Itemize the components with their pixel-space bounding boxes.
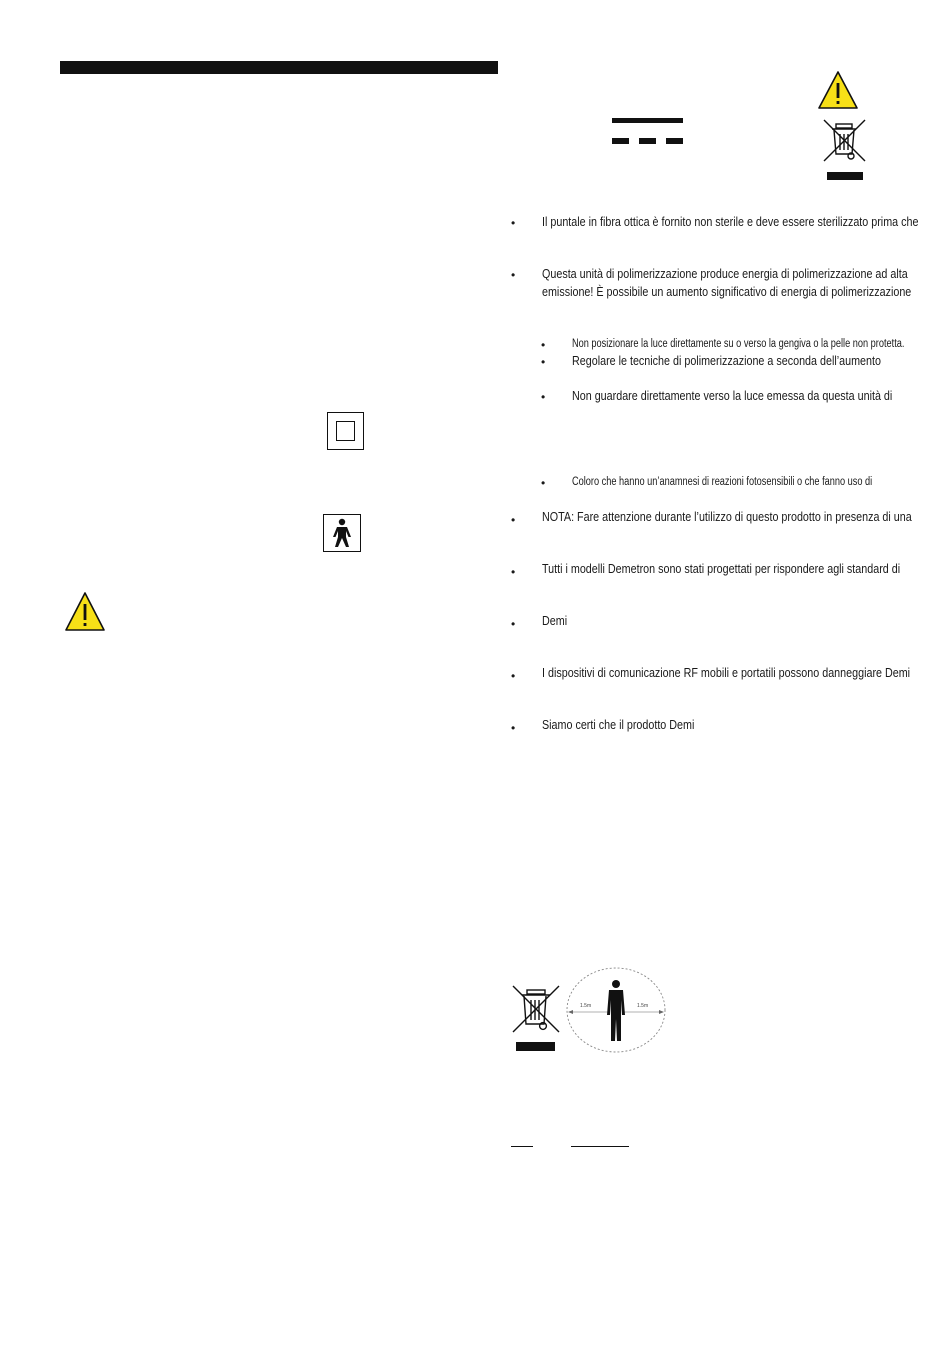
sub-bullet-text: Non guardare direttamente verso la luce emessa da questa unità di [572,389,893,403]
bullet-text: Siamo certi che il prodotto Demi [542,718,695,732]
bullet-text: emissione! È possibile un aumento significativo di energia di polimerizzazione [542,285,912,299]
bullet-text: I dispositivi di comunicazione RF mobili e portatili possono danneggiare Demi [542,666,911,680]
underline-long [571,1146,629,1147]
sub-bullet-text: Regolare le tecniche di polimerizzazione a seconda dell’aumento [572,354,881,368]
class-ii-double-insulation-icon [327,412,364,450]
bullet-text: Il puntale in fibra ottica è fornito non sterile e deve essere sterilizzato prima che [542,215,919,229]
sub-bullet-glyph: • [541,338,546,352]
underline-short [511,1146,533,1147]
direct-current-icon [612,116,684,148]
bullet-glyph: • [511,565,516,579]
bullet-text: Demi [542,614,568,628]
crossed-bin-icon [510,984,562,1054]
sub-bullet-glyph: • [541,355,546,369]
sub-bullet-text: Coloro che hanno un’anamnesi di reazioni fotosensibili o che fanno uso di [572,476,873,488]
bullet-glyph: • [511,721,516,735]
warning-triangle-icon [817,70,859,110]
bullet-glyph: • [511,617,516,631]
distance-label: 1.5m [580,1003,592,1009]
sub-bullet-glyph: • [541,476,546,490]
warning-triangle-icon [64,591,106,633]
bullet-glyph: • [511,513,516,527]
bullet-text: NOTA: Fare attenzione durante l’utilizzo di questo prodotto in presenza di una [542,510,912,524]
bullet-glyph: • [511,669,516,683]
bullet-text: Tutti i modelli Demetron sono stati progettati per rispondere agli standard di [542,562,901,576]
bullet-text: Questa unità di polimerizzazione produce energia di polimerizzazione ad alta [542,267,908,281]
bullet-glyph: • [511,268,516,282]
distance-label: 1.5m [637,1003,649,1009]
type-b-applied-part-icon [323,514,361,552]
header-bar [60,61,498,74]
bullet-glyph: • [511,216,516,230]
crossed-bin-icon [822,118,868,182]
person-distance-icon [566,967,666,1053]
sub-bullet-text: Non posizionare la luce direttamente su o verso la gengiva o la pelle non protetta. [572,338,905,350]
sub-bullet-glyph: • [541,390,546,404]
